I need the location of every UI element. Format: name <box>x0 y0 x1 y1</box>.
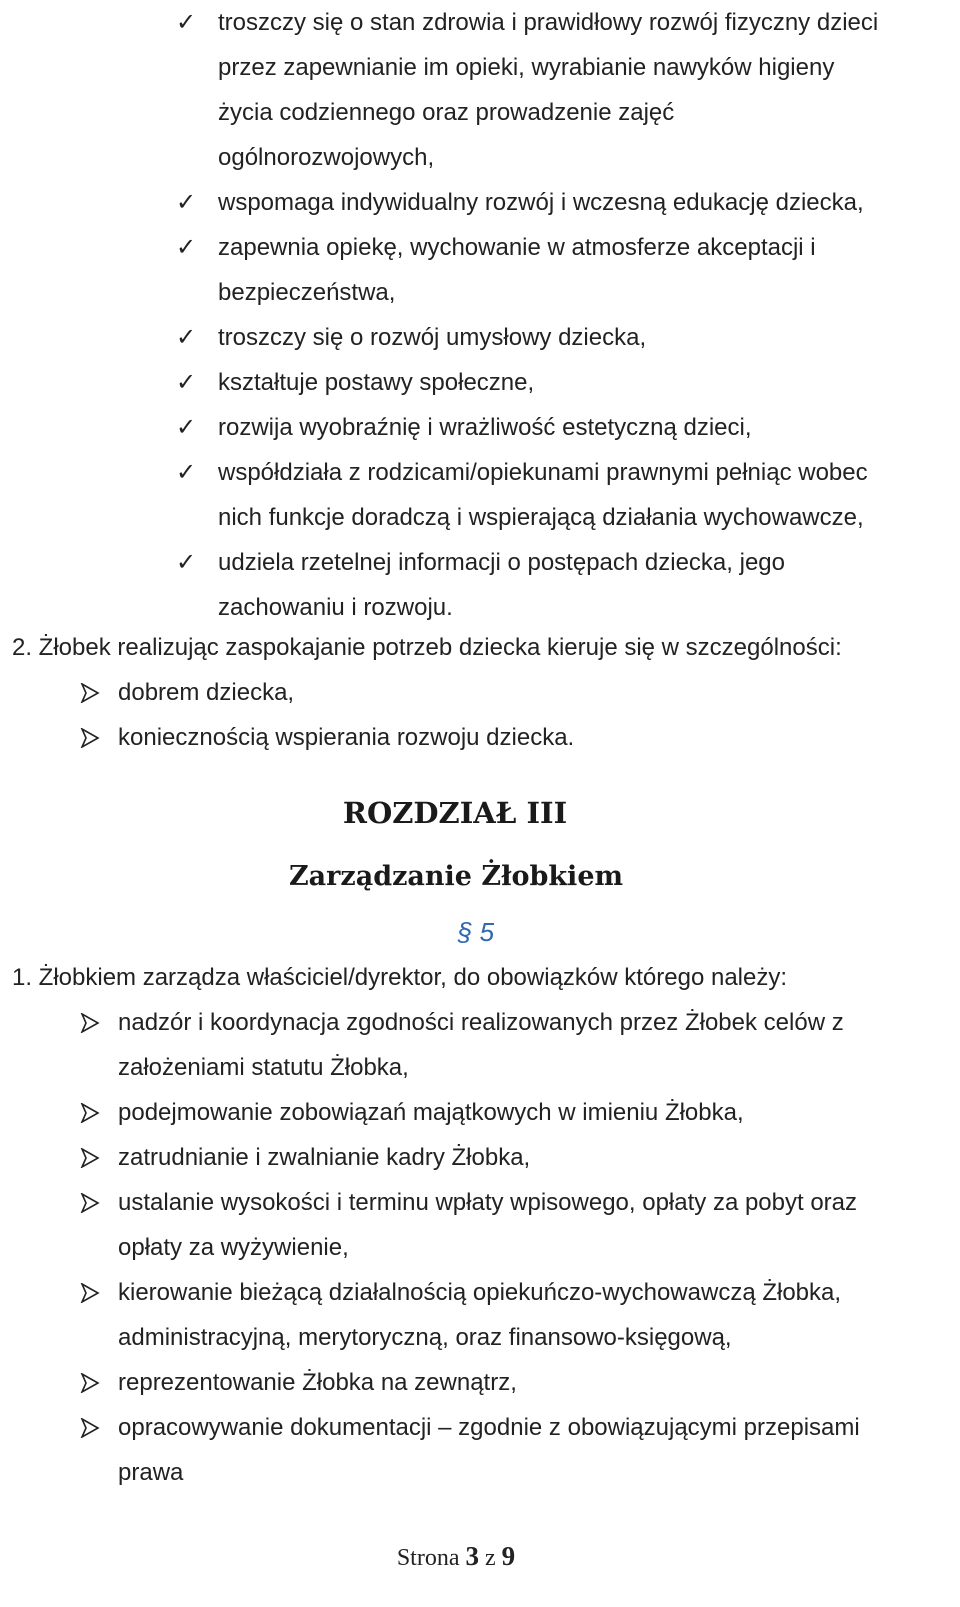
arrow-bullet-icon <box>80 1283 100 1303</box>
list-item-line: kierowanie bieżącą działalnością opiekuńczo-wychowawczą Żłobka, <box>118 1279 842 1306</box>
list-item <box>0 1405 960 1495</box>
list-item-line: administracyjną, merytoryczną, oraz finansowo-księgową, <box>118 1324 732 1351</box>
list-item-line: zatrudnianie i zwalnianie kadry Żłobka, <box>118 1144 531 1171</box>
list-item-line: życia codziennego oraz prowadzenie zajęć <box>218 99 675 126</box>
list-item-line: ogólnorozwojowych, <box>218 144 435 171</box>
list-item <box>0 1180 960 1270</box>
list-item-line: podejmowanie zobowiązań majątkowych w imieniu Żłobka, <box>118 1099 744 1126</box>
check-list <box>0 0 960 630</box>
check-mark-icon: ✓ <box>176 8 197 36</box>
check-mark-icon: ✓ <box>176 323 197 351</box>
list-item-line: kształtuje postawy społeczne, <box>218 369 535 396</box>
arrow-bullet-icon <box>80 1373 100 1393</box>
arrow-bullet-icon <box>80 728 100 748</box>
list-item <box>0 225 960 315</box>
list-item <box>0 540 960 630</box>
list-item-line: troszczy się o rozwój umysłowy dziecka, <box>218 324 647 351</box>
footer-prefix: Strona <box>396 1545 460 1571</box>
check-mark-icon: ✓ <box>176 548 197 576</box>
check-mark-icon: ✓ <box>176 368 197 396</box>
list-item-line: prawa <box>118 1459 184 1486</box>
list-item-line: nich funkcje doradczą i wspierającą działania wychowawcze, <box>218 504 864 531</box>
list-item-line: opłaty za wyżywienie, <box>118 1234 349 1261</box>
list-item-line: troszczy się o stan zdrowia i prawidłowy rozwój fizyczny dzieci <box>218 9 879 36</box>
footer-total-pages: 9 <box>501 1541 516 1571</box>
arrow-bullet-icon <box>80 1148 100 1168</box>
arrow-bullet-icon <box>80 1193 100 1213</box>
arrow-bullet-icon <box>80 1418 100 1438</box>
footer-current-page: 3 <box>465 1541 479 1571</box>
list-item <box>0 1000 960 1090</box>
list-item-line: bezpieczeństwa, <box>218 279 396 306</box>
list-item-line: wspomaga indywidualny rozwój i wczesną edukację dziecka, <box>218 189 864 216</box>
section-number: § 5 <box>457 917 495 947</box>
list-item <box>0 315 960 360</box>
chapter-subtitle: Zarządzanie Żłobkiem <box>288 861 624 892</box>
list-item <box>0 0 960 180</box>
list-item <box>0 1270 960 1360</box>
arrow-bullet-icon <box>80 683 100 703</box>
chapter-title: ROZDZIAŁ III <box>342 796 568 830</box>
check-mark-icon: ✓ <box>176 458 197 486</box>
list-item-line: dobrem dziecka, <box>118 679 295 706</box>
list-item-line: koniecznością wspierania rozwoju dziecka. <box>118 724 575 751</box>
list-item <box>0 1360 960 1405</box>
footer-separator: z <box>485 1545 496 1571</box>
list-item <box>0 1090 960 1135</box>
list-item-line: reprezentowanie Żłobka na zewnątrz, <box>118 1369 517 1396</box>
list-item <box>0 715 960 760</box>
list-item <box>0 450 960 540</box>
check-mark-icon: ✓ <box>176 233 197 261</box>
arrow-bullet-icon <box>80 1013 100 1033</box>
point-1-text: 1. Żłobkiem zarządza właściciel/dyrektor, do obowiązków którego należy: <box>12 964 788 991</box>
arrow-bullet-icon <box>80 1103 100 1123</box>
list-item-line: współdziała z rodzicami/opiekunami prawnymi pełniąc wobec <box>218 459 868 486</box>
list-item-line: założeniami statutu Żłobka, <box>118 1054 409 1081</box>
list-item-line: udziela rzetelnej informacji o postępach dziecka, jego <box>218 549 785 576</box>
list-item-line: opracowywanie dokumentacji – zgodnie z obowiązującymi przepisami <box>118 1414 860 1441</box>
point-1-list <box>0 1000 960 1495</box>
page-footer <box>0 1538 912 1576</box>
list-item-line: rozwija wyobraźnię i wrażliwość estetyczną dzieci, <box>218 414 752 441</box>
list-item <box>0 405 960 450</box>
point-2-list <box>0 670 960 760</box>
list-item <box>0 180 960 225</box>
list-item-line: przez zapewnianie im opieki, wyrabianie nawyków higieny <box>218 54 835 81</box>
check-mark-icon: ✓ <box>176 188 197 216</box>
list-item-line: nadzór i koordynacja zgodności realizowanych przez Żłobek celów z <box>118 1009 844 1036</box>
list-item-line: zachowaniu i rozwoju. <box>218 594 453 621</box>
list-item <box>0 670 960 715</box>
list-item <box>0 1135 960 1180</box>
list-item-line: zapewnia opiekę, wychowanie w atmosferze akceptacji i <box>218 234 816 261</box>
list-item-line: ustalanie wysokości i terminu wpłaty wpisowego, opłaty za pobyt oraz <box>118 1189 858 1216</box>
point-2-text: 2. Żłobek realizując zaspokajanie potrzeb dziecka kieruje się w szczególności: <box>12 634 842 661</box>
check-mark-icon: ✓ <box>176 413 197 441</box>
list-item <box>0 360 960 405</box>
